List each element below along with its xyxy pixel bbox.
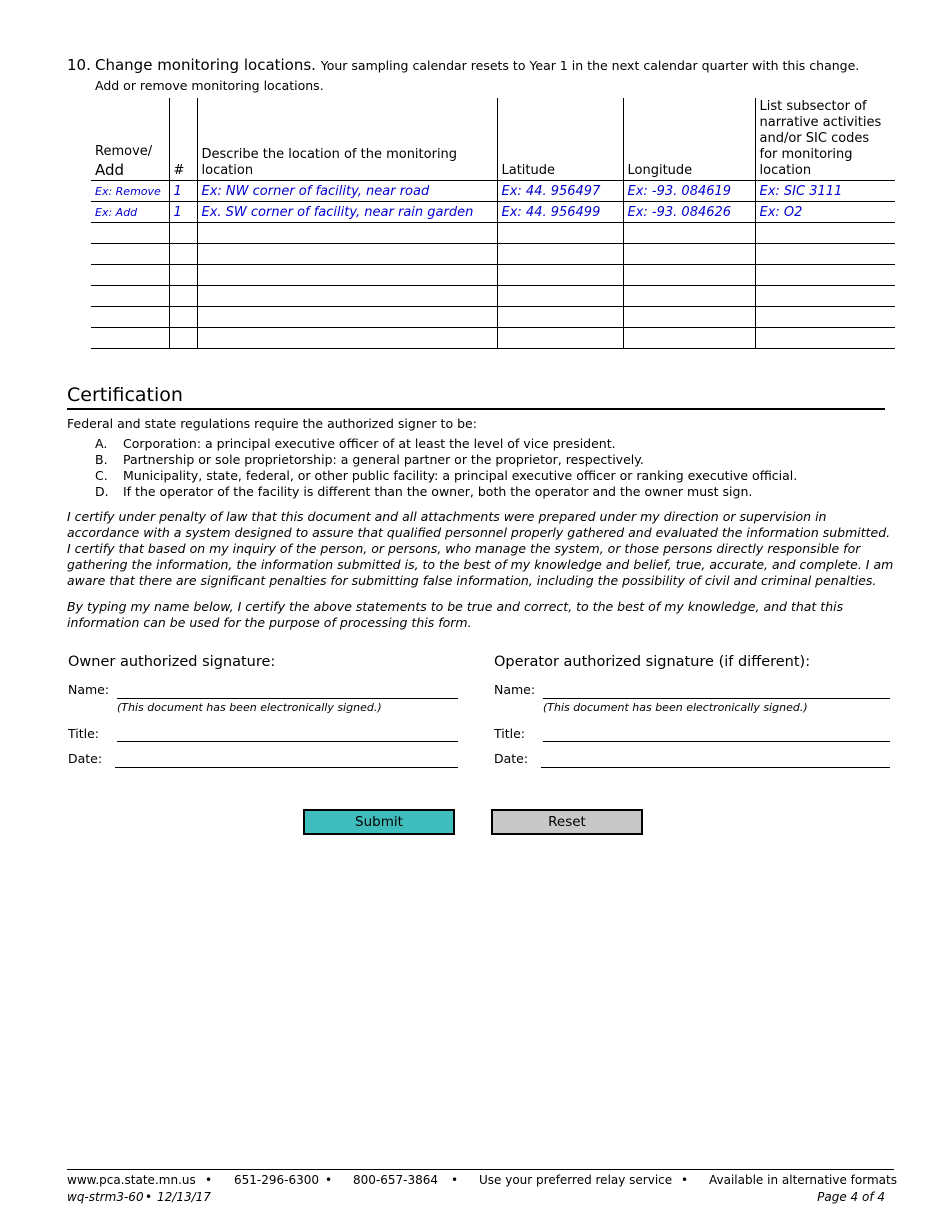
list-text: Corporation: a principal executive officer of at least the level of vice president. (123, 436, 616, 451)
cell-subsector[interactable] (755, 328, 895, 349)
list-letter: D. (95, 484, 109, 499)
cell-num[interactable] (169, 328, 197, 349)
footer-form-id: wq-strm3-60 (67, 1190, 144, 1204)
example-action: Ex: Add (91, 202, 169, 223)
footer-phone-1: 651-296-6300 (234, 1173, 320, 1187)
footer-url: www.pca.state.mn.us (67, 1173, 196, 1187)
header-num: # (169, 98, 197, 181)
cell-subsector[interactable] (755, 244, 895, 265)
certification-statement: I certify under penalty of law that this document and all attachments were prepared under my direction or supervision in accordance with a system designed to assure that qualified personnel properly gathered and evaluated the information submitted. I certify that based on my inquiry of the person, or persons, who manage the system, or those persons directly responsible for gathering the information, the information submitted is, to the best of my knowledge and belief, true, accurate, and complete. I am aware that there are significant penalties for submitting false information, including the possibility of civil and criminal penalties. (67, 509, 894, 588)
table-row (91, 244, 895, 265)
section-subtitle: Add or remove monitoring locations. (95, 78, 324, 93)
example-longitude: Ex: -93. 084626 (623, 202, 755, 223)
list-item (95, 484, 752, 499)
cell-latitude[interactable] (497, 286, 623, 307)
footer-relay: Use your preferred relay service (479, 1173, 673, 1187)
table-row (91, 223, 895, 244)
operator-esign-note: (This document has been electronically signed.) (543, 701, 808, 714)
cell-describe[interactable] (197, 244, 497, 265)
cell-describe[interactable] (197, 307, 497, 328)
owner-esign-note: (This document has been electronically signed.) (117, 701, 382, 714)
operator-name-label: Name: (494, 682, 536, 697)
cell-subsector[interactable] (755, 307, 895, 328)
cell-longitude[interactable] (623, 286, 755, 307)
operator-date-field[interactable] (541, 767, 890, 768)
header-latitude: Latitude (497, 98, 623, 181)
cell-latitude[interactable] (497, 328, 623, 349)
table-row (91, 265, 895, 286)
cell-longitude[interactable] (623, 244, 755, 265)
cell-latitude[interactable] (497, 244, 623, 265)
list-letter: B. (95, 452, 108, 467)
cell-longitude[interactable] (623, 328, 755, 349)
cell-num[interactable] (169, 223, 197, 244)
header-longitude: Longitude (623, 98, 755, 181)
footer-page-number: Page 4 of 4 (817, 1190, 885, 1204)
header-subsector: List subsector of narrative activities and/or SIC codes for monitoring location (755, 98, 895, 181)
list-text: If the operator of the facility is different than the owner, both the operator and the owner must sign. (123, 484, 753, 499)
section-title (95, 56, 859, 74)
signature-statement: By typing my name below, I certify the above statements to be true and correct, to the best of my knowledge, and that this information can be used for the purpose of processing this form. (67, 599, 844, 630)
footer-bullet: • (325, 1173, 333, 1187)
certification-intro: Federal and state regulations require the authorized signer to be: (67, 416, 477, 431)
list-item (95, 468, 797, 483)
owner-date-label: Date: (68, 751, 103, 766)
cell-action[interactable] (91, 244, 169, 265)
example-subsector: Ex: O2 (755, 202, 895, 223)
cell-longitude[interactable] (623, 223, 755, 244)
cell-num[interactable] (169, 265, 197, 286)
submit-button[interactable]: Submit (303, 809, 455, 835)
footer-bullet: • (681, 1173, 689, 1187)
example-row (91, 181, 895, 202)
footer-bullet: • (451, 1173, 459, 1187)
reset-button[interactable]: Reset (491, 809, 643, 835)
cell-num[interactable] (169, 286, 197, 307)
table-row (91, 328, 895, 349)
section-note: Your sampling calendar resets to Year 1 in the next calendar quarter with this change. (320, 58, 860, 73)
operator-date-label: Date: (494, 751, 529, 766)
example-describe: Ex. SW corner of facility, near rain garden (197, 202, 497, 223)
cell-action[interactable] (91, 223, 169, 244)
certification-divider (67, 408, 885, 410)
example-latitude: Ex: 44. 956497 (497, 181, 623, 202)
operator-name-field[interactable] (543, 698, 890, 699)
owner-name-label: Name: (68, 682, 110, 697)
list-item (95, 452, 644, 467)
owner-date-field[interactable] (115, 767, 458, 768)
cell-latitude[interactable] (497, 223, 623, 244)
cell-action[interactable] (91, 328, 169, 349)
footer-formats: Available in alternative formats (709, 1173, 897, 1187)
example-longitude: Ex: -93. 084619 (623, 181, 755, 202)
owner-title-label: Title: (68, 726, 99, 741)
footer-bullet: • (145, 1190, 153, 1204)
operator-title-label: Title: (494, 726, 525, 741)
section-title-text: Change monitoring locations. (95, 56, 316, 74)
example-subsector: Ex: SIC 3111 (755, 181, 895, 202)
footer-phone-2: 800-657-3864 (353, 1173, 439, 1187)
example-latitude: Ex: 44. 956499 (497, 202, 623, 223)
cell-subsector[interactable] (755, 265, 895, 286)
example-num: 1 (169, 202, 197, 223)
example-num: 1 (169, 181, 197, 202)
section-number: 10. (67, 56, 91, 74)
header-remove: Remove/ (95, 144, 153, 159)
table-row (91, 307, 895, 328)
footer-date: 12/13/17 (157, 1190, 211, 1204)
example-action: Ex: Remove (91, 181, 169, 202)
header-remove-add (91, 98, 169, 181)
operator-title-field[interactable] (543, 741, 890, 742)
list-item (95, 436, 616, 451)
footer-bullet: • (205, 1173, 213, 1187)
list-letter: A. (95, 436, 108, 451)
example-row (91, 202, 895, 223)
owner-signature-heading: Owner authorized signature: (68, 654, 276, 670)
cell-longitude[interactable] (623, 265, 755, 286)
owner-title-field[interactable] (117, 741, 458, 742)
table-row (91, 286, 895, 307)
cell-subsector[interactable] (755, 286, 895, 307)
cell-action[interactable] (91, 307, 169, 328)
cell-describe[interactable] (197, 286, 497, 307)
footer-divider (67, 1169, 894, 1170)
list-text: Municipality, state, federal, or other public facility: a principal executive officer or ranking executive official. (123, 468, 798, 483)
list-letter: C. (95, 468, 108, 483)
cell-action[interactable] (91, 286, 169, 307)
cell-describe[interactable] (197, 223, 497, 244)
cell-num[interactable] (169, 307, 197, 328)
cell-action[interactable] (91, 265, 169, 286)
header-describe: Describe the location of the monitoring location (197, 98, 497, 181)
list-text: Partnership or sole proprietorship: a general partner or the proprietor, respectively. (123, 452, 644, 467)
header-add: Add (95, 161, 125, 179)
example-describe: Ex: NW corner of facility, near road (197, 181, 497, 202)
cell-latitude[interactable] (497, 307, 623, 328)
certification-title: Certification (67, 384, 183, 406)
cell-longitude[interactable] (623, 307, 755, 328)
cell-latitude[interactable] (497, 265, 623, 286)
cell-describe[interactable] (197, 265, 497, 286)
cell-subsector[interactable] (755, 223, 895, 244)
monitoring-locations-table (91, 98, 895, 349)
owner-name-field[interactable] (117, 698, 458, 699)
cell-num[interactable] (169, 244, 197, 265)
operator-signature-heading: Operator authorized signature (if different): (494, 654, 811, 670)
cell-describe[interactable] (197, 328, 497, 349)
